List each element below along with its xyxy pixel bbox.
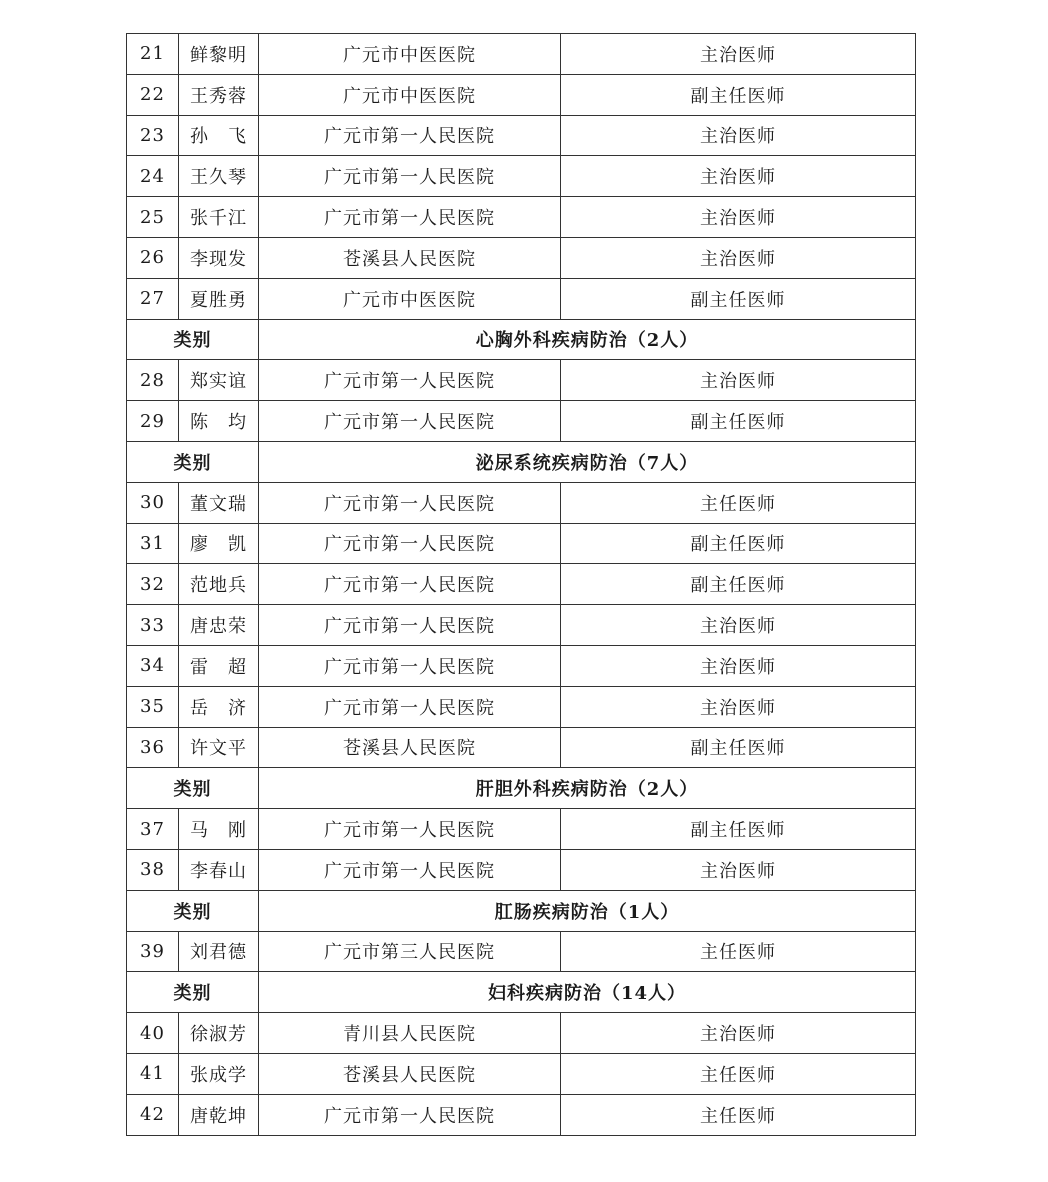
table-row xyxy=(127,74,916,115)
row-number: 32 xyxy=(127,564,179,605)
hospital-name: 广元市第一人民医院 xyxy=(259,156,561,197)
category-name: 心胸外科疾病防治（2人） xyxy=(259,319,916,360)
expert-roster-table xyxy=(126,33,916,1136)
professional-title: 主任医师 xyxy=(561,1094,916,1135)
row-number: 23 xyxy=(127,115,179,156)
hospital-name: 广元市第一人民医院 xyxy=(259,115,561,156)
hospital-name: 青川县人民医院 xyxy=(259,1013,561,1054)
row-number: 34 xyxy=(127,645,179,686)
table-row xyxy=(127,237,916,278)
professional-title: 副主任医师 xyxy=(561,727,916,768)
row-number: 21 xyxy=(127,34,179,75)
person-name: 李现发 xyxy=(179,237,259,278)
table-row xyxy=(127,115,916,156)
hospital-name: 广元市第一人民医院 xyxy=(259,360,561,401)
person-name: 雷 超 xyxy=(179,645,259,686)
professional-title: 主任医师 xyxy=(561,482,916,523)
professional-title: 主治医师 xyxy=(561,197,916,238)
person-name: 王久琴 xyxy=(179,156,259,197)
professional-title: 主治医师 xyxy=(561,645,916,686)
person-name: 廖 凯 xyxy=(179,523,259,564)
category-label: 类别 xyxy=(127,319,259,360)
table-row xyxy=(127,564,916,605)
professional-title: 副主任医师 xyxy=(561,278,916,319)
professional-title: 主治医师 xyxy=(561,686,916,727)
row-number: 41 xyxy=(127,1053,179,1094)
category-row xyxy=(127,972,916,1013)
hospital-name: 广元市第一人民医院 xyxy=(259,1094,561,1135)
hospital-name: 苍溪县人民医院 xyxy=(259,237,561,278)
person-name: 王秀蓉 xyxy=(179,74,259,115)
row-number: 33 xyxy=(127,605,179,646)
person-name: 范地兵 xyxy=(179,564,259,605)
table-row xyxy=(127,278,916,319)
table-row xyxy=(127,34,916,75)
professional-title: 主治医师 xyxy=(561,605,916,646)
row-number: 35 xyxy=(127,686,179,727)
professional-title: 副主任医师 xyxy=(561,74,916,115)
professional-title: 副主任医师 xyxy=(561,401,916,442)
hospital-name: 广元市第一人民医院 xyxy=(259,809,561,850)
person-name: 张成学 xyxy=(179,1053,259,1094)
row-number: 28 xyxy=(127,360,179,401)
hospital-name: 广元市第一人民医院 xyxy=(259,686,561,727)
hospital-name: 苍溪县人民医院 xyxy=(259,727,561,768)
person-name: 李春山 xyxy=(179,849,259,890)
professional-title: 主治医师 xyxy=(561,360,916,401)
row-number: 22 xyxy=(127,74,179,115)
professional-title: 主任医师 xyxy=(561,931,916,972)
row-number: 25 xyxy=(127,197,179,238)
category-label: 类别 xyxy=(127,768,259,809)
person-name: 唐忠荣 xyxy=(179,605,259,646)
table-row xyxy=(127,197,916,238)
person-name: 鲜黎明 xyxy=(179,34,259,75)
category-name: 肛肠疾病防治（1人） xyxy=(259,890,916,931)
person-name: 张千江 xyxy=(179,197,259,238)
table-row xyxy=(127,727,916,768)
row-number: 24 xyxy=(127,156,179,197)
hospital-name: 广元市第一人民医院 xyxy=(259,605,561,646)
table-row xyxy=(127,849,916,890)
table-row xyxy=(127,605,916,646)
roster-body xyxy=(127,34,916,1136)
hospital-name: 广元市中医医院 xyxy=(259,74,561,115)
hospital-name: 广元市中医医院 xyxy=(259,34,561,75)
row-number: 27 xyxy=(127,278,179,319)
hospital-name: 广元市第一人民医院 xyxy=(259,564,561,605)
table-row xyxy=(127,482,916,523)
hospital-name: 广元市第一人民医院 xyxy=(259,197,561,238)
professional-title: 主治医师 xyxy=(561,237,916,278)
row-number: 37 xyxy=(127,809,179,850)
hospital-name: 苍溪县人民医院 xyxy=(259,1053,561,1094)
table-row xyxy=(127,931,916,972)
table-row xyxy=(127,156,916,197)
table-row xyxy=(127,360,916,401)
category-row xyxy=(127,768,916,809)
professional-title: 主治医师 xyxy=(561,156,916,197)
professional-title: 副主任医师 xyxy=(561,564,916,605)
row-number: 36 xyxy=(127,727,179,768)
hospital-name: 广元市第一人民医院 xyxy=(259,645,561,686)
hospital-name: 广元市第一人民医院 xyxy=(259,482,561,523)
row-number: 40 xyxy=(127,1013,179,1054)
table-row xyxy=(127,1013,916,1054)
person-name: 许文平 xyxy=(179,727,259,768)
hospital-name: 广元市第一人民医院 xyxy=(259,849,561,890)
category-name: 妇科疾病防治（14人） xyxy=(259,972,916,1013)
category-label: 类别 xyxy=(127,890,259,931)
category-name: 泌尿系统疾病防治（7人） xyxy=(259,441,916,482)
table-row xyxy=(127,1094,916,1135)
person-name: 董文瑞 xyxy=(179,482,259,523)
person-name: 唐乾坤 xyxy=(179,1094,259,1135)
category-row xyxy=(127,890,916,931)
row-number: 31 xyxy=(127,523,179,564)
category-name: 肝胆外科疾病防治（2人） xyxy=(259,768,916,809)
table-row xyxy=(127,645,916,686)
table-row xyxy=(127,809,916,850)
professional-title: 主任医师 xyxy=(561,1053,916,1094)
professional-title: 主治医师 xyxy=(561,115,916,156)
person-name: 陈 均 xyxy=(179,401,259,442)
professional-title: 副主任医师 xyxy=(561,809,916,850)
professional-title: 主治医师 xyxy=(561,849,916,890)
hospital-name: 广元市第三人民医院 xyxy=(259,931,561,972)
row-number: 38 xyxy=(127,849,179,890)
row-number: 30 xyxy=(127,482,179,523)
person-name: 郑实谊 xyxy=(179,360,259,401)
person-name: 孙 飞 xyxy=(179,115,259,156)
category-row xyxy=(127,441,916,482)
row-number: 42 xyxy=(127,1094,179,1135)
category-row xyxy=(127,319,916,360)
row-number: 26 xyxy=(127,237,179,278)
table-row xyxy=(127,401,916,442)
hospital-name: 广元市中医医院 xyxy=(259,278,561,319)
table-row xyxy=(127,523,916,564)
person-name: 夏胜勇 xyxy=(179,278,259,319)
person-name: 徐淑芳 xyxy=(179,1013,259,1054)
category-label: 类别 xyxy=(127,441,259,482)
person-name: 马 刚 xyxy=(179,809,259,850)
row-number: 29 xyxy=(127,401,179,442)
person-name: 岳 济 xyxy=(179,686,259,727)
professional-title: 主治医师 xyxy=(561,1013,916,1054)
table-row xyxy=(127,686,916,727)
hospital-name: 广元市第一人民医院 xyxy=(259,523,561,564)
category-label: 类别 xyxy=(127,972,259,1013)
row-number: 39 xyxy=(127,931,179,972)
professional-title: 副主任医师 xyxy=(561,523,916,564)
person-name: 刘君德 xyxy=(179,931,259,972)
hospital-name: 广元市第一人民医院 xyxy=(259,401,561,442)
professional-title: 主治医师 xyxy=(561,34,916,75)
table-row xyxy=(127,1053,916,1094)
